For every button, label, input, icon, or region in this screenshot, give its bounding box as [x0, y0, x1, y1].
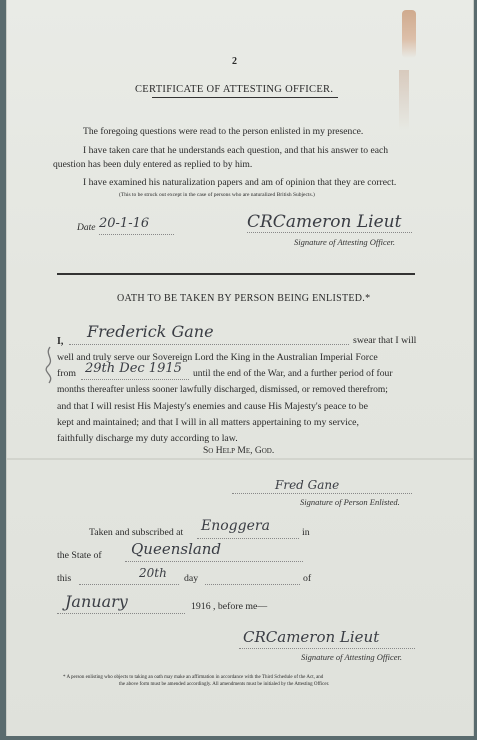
oath-line-4: months thereafter unless sooner lawfully discharged, dismissed, or removed therefrom;: [57, 385, 388, 395]
oath-from-date: 29th Dec 1915: [85, 361, 182, 376]
oath-swear: swear that I will: [353, 335, 417, 346]
footnote-line-1: * A person enlisting who objects to taking an oath may make an affirmation in accordance with the Third Schedule of the Act, and: [63, 675, 324, 680]
name-rule: [69, 344, 349, 345]
margin-scribble: [41, 345, 59, 385]
month-blank-rule: [205, 584, 300, 585]
signature-label: Signature of Attesting Officer.: [294, 237, 396, 247]
certificate-line-2a: I have taken care that he understands each question, and that his answer to each: [83, 145, 389, 156]
oath-title: OATH TO BE TAKEN BY PERSON BEING ENLISTED.*: [117, 293, 371, 304]
officer-signature: CRCameron Lieut: [243, 628, 380, 646]
stain-mark-faint: [399, 70, 409, 130]
date-label: Date: [77, 223, 96, 233]
page-number: 2: [232, 56, 237, 67]
year-value: 1916: [191, 601, 211, 612]
officer-signature-label: Signature of Attesting Officer.: [301, 652, 403, 662]
signature-rule: [247, 232, 412, 233]
enlisted-name: Frederick Gane: [87, 322, 214, 341]
certificate-line-2b: question has been duly entered as replied to by him.: [53, 159, 253, 170]
oath-line-6: kept and maintained; and that I will in all matters appertaining to my service,: [57, 417, 359, 428]
date-value: 20-1-16: [99, 216, 150, 231]
certificate-line-3: I have examined his naturalization papers and am of opinion that they are correct.: [83, 177, 397, 188]
section-divider: [57, 273, 415, 275]
enlisted-signature: Fred Gane: [275, 478, 340, 492]
enlisted-signature-rule: [232, 493, 412, 494]
officer-signature-rule: [239, 648, 415, 649]
certificate-note: (This to be struck out except in the case of persons who are naturalized British Subjects.): [119, 192, 315, 198]
stain-mark: [402, 10, 416, 58]
oath-i-label: I,: [57, 336, 64, 347]
oath-line-3: until the end of the War, and a further period of four: [193, 368, 393, 379]
day-value: 20th: [139, 566, 167, 580]
oath-from-label: from: [57, 368, 77, 379]
title-underline: [152, 97, 338, 98]
in-label: in: [302, 527, 310, 538]
place-rule: [197, 538, 299, 539]
so-help-me-god: So Help Me, God.: [203, 446, 275, 456]
place-value: Enoggera: [201, 518, 270, 534]
oath-line-2: well and truly serve our Sovereign Lord the King in the Australian Imperial Force: [57, 352, 378, 363]
document-page: [6, 0, 474, 736]
taken-label: Taken and subscribed at: [89, 527, 184, 538]
state-value: Queensland: [131, 540, 222, 558]
month-rule: [57, 613, 185, 614]
before-me-label: , before me—: [213, 601, 268, 612]
month-value: January: [65, 592, 128, 611]
of-label: of: [303, 573, 312, 584]
oath-line-5: and that I will resist His Majesty's enemies and cause His Majesty's peace to be: [57, 401, 368, 412]
fold-line: [7, 458, 473, 460]
oath-line-7: faithfully discharge my duty according to law.: [57, 433, 238, 444]
state-rule: [125, 561, 303, 562]
attesting-officer-signature: CRCameron Lieut: [247, 212, 402, 232]
date-rule: [99, 234, 174, 235]
enlisted-signature-label: Signature of Person Enlisted.: [300, 497, 400, 507]
this-label: this: [57, 573, 72, 584]
day-label: day: [184, 573, 199, 584]
state-label: the State of: [57, 550, 102, 561]
certificate-title: CERTIFICATE OF ATTESTING OFFICER.: [135, 84, 334, 95]
certificate-line-1: The foregoing questions were read to the person enlisted in my presence.: [83, 126, 364, 137]
footnote-line-2: the above form must be amended accordingly. All amendments must be initialed by the Attesting Officer.: [119, 682, 330, 687]
from-date-rule: [81, 379, 189, 380]
day-rule: [79, 584, 179, 585]
